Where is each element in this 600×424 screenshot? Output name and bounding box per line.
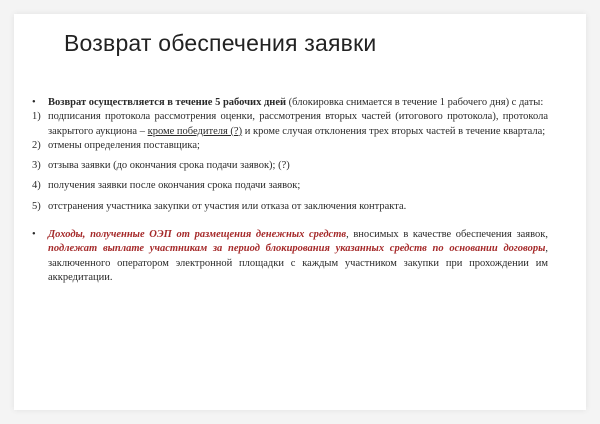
list-marker: 5) xyxy=(32,200,41,212)
bullet-return-period xyxy=(28,96,548,110)
bullet-text-part: , заключенного оператором электронной площадки с каждым участником закупки при прохождении им аккредитации. xyxy=(48,243,548,283)
list-item-text-part: подписания протокола рассмотрения оценки, рассмотрения вторых частей (итогового протокола), протокола закрытого аукциона – xyxy=(48,111,548,137)
list-item-text-part: и кроме случая отклонения трех вторых частей в течение квартала; xyxy=(242,125,546,137)
list-marker: 1) xyxy=(32,111,41,123)
list-item-text: отстранения участника закупки от участия или отказа от заключения контракта. xyxy=(48,200,407,212)
list-item-text xyxy=(48,110,548,139)
bullet-text xyxy=(48,228,548,285)
list-item-1 xyxy=(28,110,548,139)
list-item-2 xyxy=(28,139,548,153)
list-item-4 xyxy=(28,179,548,193)
list-item-5 xyxy=(28,200,548,214)
list-item-3 xyxy=(28,159,548,173)
highlight-text: подлежат выплате участникам за период блокирования указанных средств по основании договоры xyxy=(48,243,546,255)
bullet-marker: • xyxy=(32,97,36,108)
list-item-text: получения заявки после окончания срока подачи заявок; xyxy=(48,180,301,192)
bullet-text xyxy=(48,96,548,110)
list-marker: 2) xyxy=(32,139,41,151)
highlight-text: Доходы, полученные ОЭП от размещения денежных средств xyxy=(48,229,347,241)
bullet-rest-text: (блокировка снимается в течение 1 рабочего дня) с даты: xyxy=(286,97,544,108)
bullet-marker: • xyxy=(32,229,36,241)
list-marker: 4) xyxy=(32,180,41,192)
bullet-bold-text: Возврат осуществляется в течение 5 рабочих дней xyxy=(48,97,287,108)
list-item-text: отмены определения поставщика; xyxy=(48,139,200,151)
bullet-income xyxy=(28,228,548,285)
slide-title: Возврат обеспечения заявки xyxy=(64,30,377,56)
slide-body xyxy=(28,96,548,285)
underlined-text: кроме победителя (?) xyxy=(147,125,243,137)
list-item-text: отзыва заявки (до окончания срока подачи заявок); (?) xyxy=(48,160,290,172)
bullet-text-part: , вносимых в качестве обеспечения заявок, xyxy=(346,229,548,241)
list-marker: 3) xyxy=(32,160,41,172)
